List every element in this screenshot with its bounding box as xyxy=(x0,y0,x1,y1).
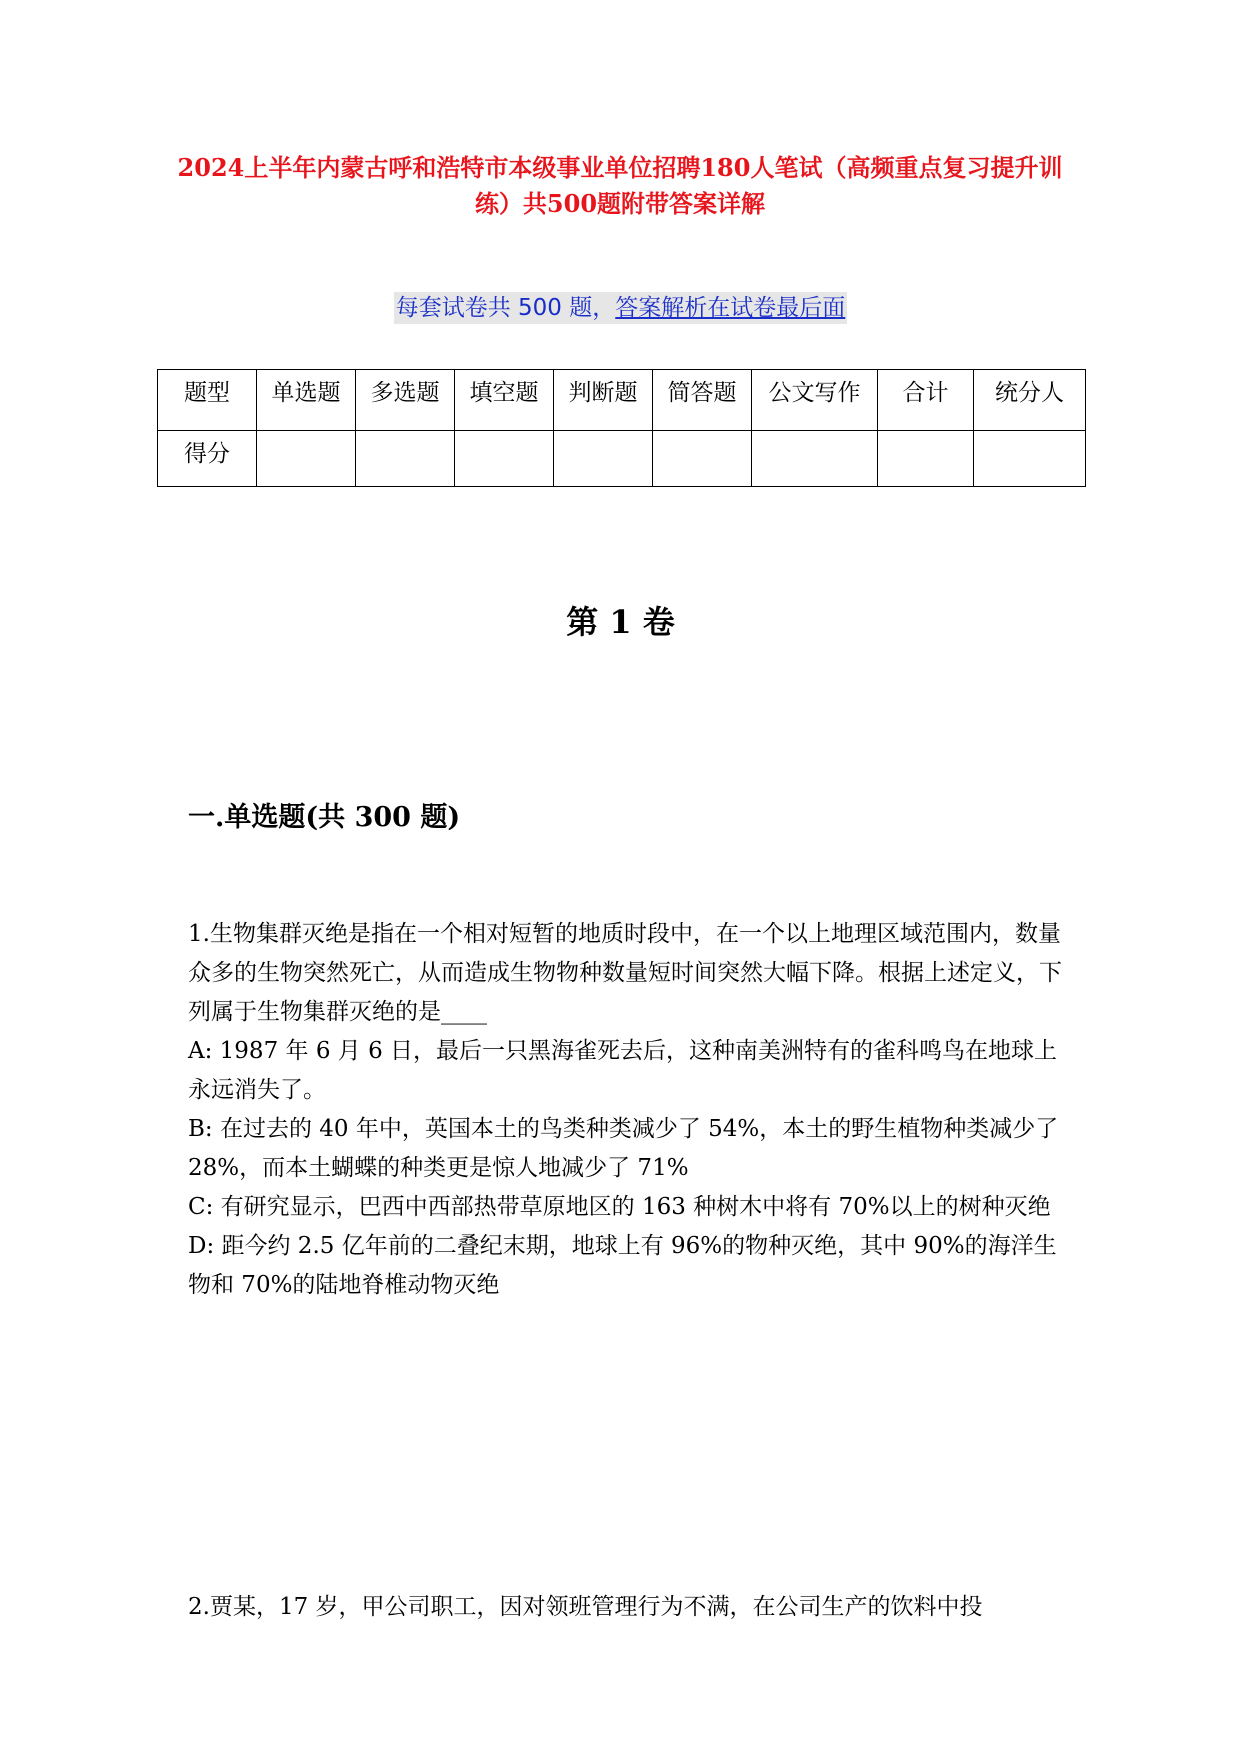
question-2 xyxy=(188,1588,1068,1627)
table-header-cell: 多选题 xyxy=(356,370,455,431)
score-cell[interactable] xyxy=(752,431,878,487)
table-header-cell: 判断题 xyxy=(554,370,653,431)
subtitle xyxy=(394,292,848,324)
score-row-label: 得分 xyxy=(158,431,257,487)
subtitle-link[interactable]: 答案解析在试卷最后面 xyxy=(615,295,846,321)
table-header-cell: 公文写作 xyxy=(752,370,878,431)
document-title: 2024上半年内蒙古呼和浩特市本级事业单位招聘180人笔试（高频重点复习提升训练）共500题附带答案详解 xyxy=(177,153,1063,218)
score-cell[interactable] xyxy=(878,431,974,487)
question-1 xyxy=(188,915,1068,1305)
table-header-cell: 统分人 xyxy=(974,370,1086,431)
question-stem: 2.贾某，17 岁，甲公司职工，因对领班管理行为不满，在公司生产的饮料中投 xyxy=(188,1594,983,1620)
table-header-cell: 单选题 xyxy=(257,370,356,431)
table-header-cell: 题型 xyxy=(158,370,257,431)
score-table xyxy=(157,369,1086,487)
table-header-cell: 填空题 xyxy=(455,370,554,431)
score-table-score-row xyxy=(158,431,1086,487)
option-a: A: 1987 年 6 月 6 日，最后一只黑海雀死去后，这种南美洲特有的雀科鸣鸟在地球上永远消失了。 xyxy=(188,1038,1058,1103)
table-header-cell: 简答题 xyxy=(653,370,752,431)
score-cell[interactable] xyxy=(356,431,455,487)
option-d: D: 距今约 2.5 亿年前的二叠纪末期，地球上有 96%的物种灭绝，其中 90%的海洋生物和 70%的陆地脊椎动物灭绝 xyxy=(188,1233,1057,1298)
score-cell[interactable] xyxy=(554,431,653,487)
option-c: C: 有研究显示，巴西中西部热带草原地区的 163 种树木中将有 70%以上的树种灭绝 xyxy=(188,1194,1051,1220)
score-cell[interactable] xyxy=(653,431,752,487)
question-stem: 1.生物集群灭绝是指在一个相对短暂的地质时段中，在一个以上地理区域范围内，数量众多的生物突然死亡，从而造成生物物种数量短时间突然大幅下降。根据上述定义，下列属于生物集群灭绝的是____ xyxy=(188,921,1062,1025)
subtitle-container xyxy=(0,292,1241,324)
score-cell[interactable] xyxy=(257,431,356,487)
section-title: 第 1 卷 xyxy=(566,603,675,641)
option-b: B: 在过去的 40 年中，英国本土的鸟类种类减少了 54%，本土的野生植物种类减少了 28%，而本土蝴蝶的种类更是惊人地减少了 71% xyxy=(188,1116,1059,1181)
score-table-header-row xyxy=(158,370,1086,431)
subtitle-text: 每套试卷共 500 题， xyxy=(395,295,616,321)
table-header-cell: 合计 xyxy=(878,370,974,431)
part-title: 一.单选题(共 300 题) xyxy=(188,802,461,833)
score-cell[interactable] xyxy=(974,431,1086,487)
score-cell[interactable] xyxy=(455,431,554,487)
